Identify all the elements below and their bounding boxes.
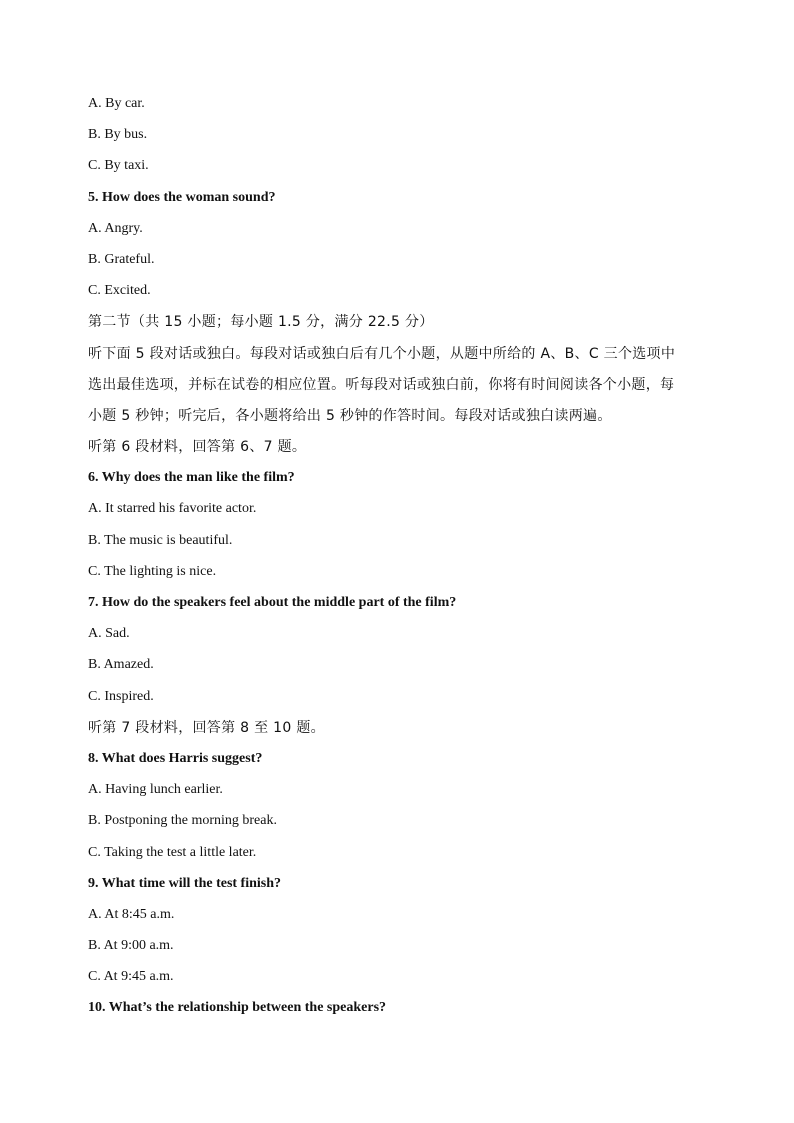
question-6: 6. Why does the man like the film?	[88, 470, 295, 486]
document-page	[88, 93, 728, 1029]
option-5b: B. Grateful.	[88, 251, 155, 267]
instructions-line-1: 听下面 5 段对话或独白。每段对话或独白后有几个小题，从题中所给的 A、B、C 三个选项中	[88, 345, 676, 362]
option-8c: C. Taking the test a little later.	[88, 844, 257, 860]
material-6-heading: 听第 6 段材料，回答第 6、7 题。	[88, 439, 307, 456]
option-7a: A. Sad.	[88, 626, 130, 642]
question-10: 10. What’s the relationship between the speakers?	[88, 1000, 387, 1016]
option-9a: A. At 8:45 a.m.	[88, 906, 175, 922]
option-8a: A. Having lunch earlier.	[88, 782, 223, 798]
option-9b: B. At 9:00 a.m.	[88, 938, 174, 954]
section-heading: 第二节（共 15 小题；每小题 1.5 分，满分 22.5 分）	[88, 314, 434, 331]
instructions-line-3: 小题 5 秒钟；听完后，各小题将给出 5 秒钟的作答时间。每段对话或独白读两遍。	[88, 407, 612, 424]
option-5c: C. Excited.	[88, 283, 151, 299]
option-4c: C. By taxi.	[88, 158, 149, 174]
option-6a: A. It starred his favorite actor.	[88, 501, 257, 517]
option-7c: C. Inspired.	[88, 688, 154, 704]
option-8b: B. Postponing the morning break.	[88, 813, 277, 829]
question-8: 8. What does Harris suggest?	[88, 750, 263, 766]
question-9: 9. What time will the test finish?	[88, 875, 282, 891]
option-4b: B. By bus.	[88, 127, 148, 143]
option-6b: B. The music is beautiful.	[88, 532, 233, 548]
option-4a: A. By car.	[88, 96, 145, 111]
option-5a: A. Angry.	[88, 220, 143, 236]
option-7b: B. Amazed.	[88, 657, 154, 673]
option-9c: C. At 9:45 a.m.	[88, 969, 174, 985]
instructions-line-2: 选出最佳选项，并标在试卷的相应位置。听每段对话或独白前，你将有时间阅读各个小题，每	[88, 376, 675, 393]
question-7: 7. How do the speakers feel about the middle part of the film?	[88, 595, 457, 610]
question-5: 5. How does the woman sound?	[88, 189, 276, 205]
material-7-heading: 听第 7 段材料，回答第 8 至 10 题。	[88, 719, 325, 736]
option-6c: C. The lighting is nice.	[88, 563, 217, 579]
